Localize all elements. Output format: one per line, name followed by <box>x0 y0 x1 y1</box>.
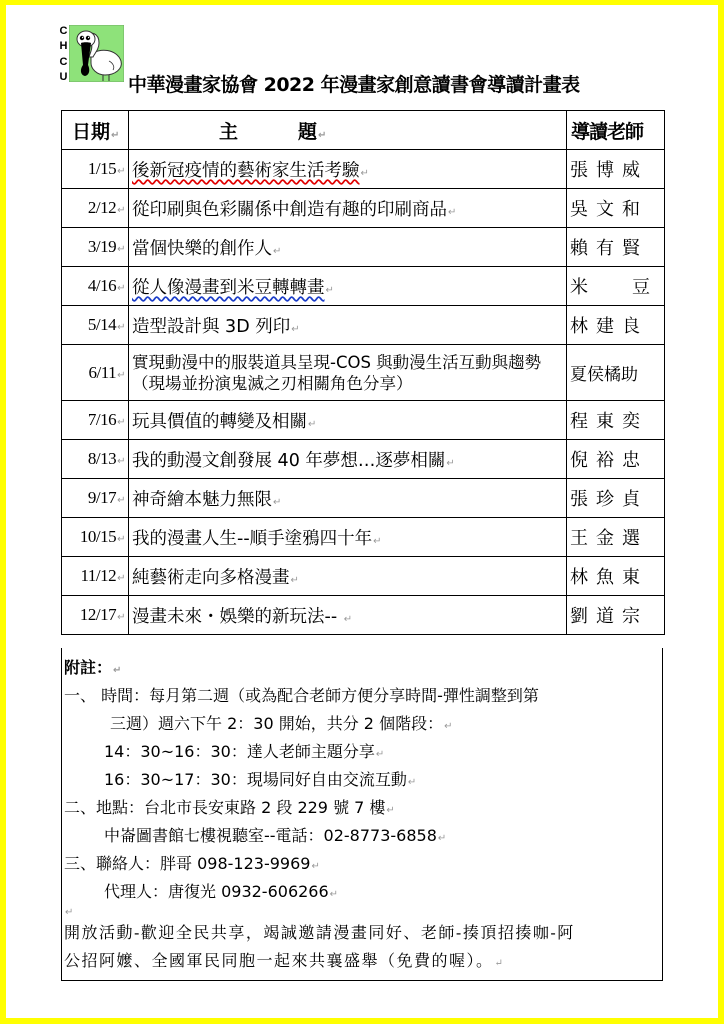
paragraph-mark: ↵ <box>308 418 317 430</box>
paragraph-mark: ↵ <box>407 777 417 788</box>
paragraph-mark: ↵ <box>65 907 74 918</box>
table-row <box>62 345 665 401</box>
table-header-row <box>62 111 665 150</box>
row-host <box>567 440 665 479</box>
row-date <box>62 479 129 518</box>
row-date <box>62 228 129 267</box>
note-text: 代理人：唐復光 0932-606266 <box>104 882 329 901</box>
table-row <box>62 518 665 557</box>
paragraph-mark: ↵ <box>373 535 382 547</box>
note-text: 二、地點：台北市長安東路 2 段 229 號 7 樓 <box>64 798 386 817</box>
header-host-text: 導讀老師 <box>571 120 644 143</box>
row-topic <box>129 596 567 635</box>
paragraph-mark: ↵ <box>273 245 282 257</box>
topic-text: 我的動漫文創發展 40 年夢想…逐夢相關 <box>132 450 446 471</box>
paragraph-mark: ↵ <box>117 166 125 177</box>
paragraph-mark: ↵ <box>448 206 457 218</box>
row-host <box>567 557 665 596</box>
paragraph-mark: ↵ <box>117 322 125 333</box>
paragraph-mark: ↵ <box>117 205 125 216</box>
row-date <box>62 150 129 189</box>
notes-section <box>61 648 663 981</box>
date-text: 2/12 <box>87 198 117 217</box>
date-text: 3/19 <box>87 237 117 256</box>
note-session-1 <box>104 739 384 762</box>
host-text: 程東奕 <box>570 411 648 432</box>
row-topic <box>129 189 567 228</box>
paragraph-mark: ↵ <box>117 456 125 467</box>
paragraph-mark: ↵ <box>117 495 125 506</box>
topic-text: 從印刷與色彩關係中創造有趣的印刷商品 <box>132 199 447 220</box>
note-location-line-2 <box>104 823 446 846</box>
note-text: 中崙圖書館七樓視聽室--電話：02-8773-6858 <box>104 826 437 845</box>
paragraph-mark: ↵ <box>329 889 339 900</box>
row-topic <box>129 440 567 479</box>
note-text: 一、 時間：每月第二週（或為配合老師方便分享時間-彈性調整到第 <box>64 686 539 705</box>
topic-text: 造型設計與 3D 列印 <box>132 316 291 337</box>
empty-paragraph <box>64 900 73 919</box>
row-host <box>567 306 665 345</box>
paragraph-mark: ↵ <box>117 369 125 381</box>
date-text: 4/16 <box>87 276 117 295</box>
row-topic <box>129 557 567 596</box>
date-text: 6/11 <box>88 362 117 382</box>
logo-letters <box>59 24 68 84</box>
paragraph-mark: ↵ <box>117 573 125 584</box>
row-topic <box>129 345 567 401</box>
logo-letter: H <box>59 40 68 53</box>
paragraph-mark: ↵ <box>446 457 455 469</box>
note-time-line-2 <box>110 711 452 734</box>
host-text: 張珍貞 <box>570 489 648 510</box>
spoonbill-bird-icon <box>69 25 124 82</box>
paragraph-mark: ↵ <box>117 612 125 623</box>
paragraph-mark: ↵ <box>117 534 125 545</box>
table-row <box>62 440 665 479</box>
paragraph-mark: ↵ <box>375 749 385 760</box>
paragraph-mark: ↵ <box>343 613 353 625</box>
row-topic <box>129 150 567 189</box>
table-row <box>62 267 665 306</box>
paragraph-mark: ↵ <box>111 129 120 141</box>
host-text: 賴有賢 <box>570 238 648 259</box>
logo-letter: U <box>59 70 68 83</box>
paragraph-mark: ↵ <box>117 283 125 294</box>
row-host <box>567 518 665 557</box>
reading-schedule-table <box>61 110 665 635</box>
paragraph-mark: ↵ <box>113 665 122 676</box>
paragraph-mark: ↵ <box>291 323 300 335</box>
note-text: 16：30~17：30：現場同好自由交流互動 <box>104 770 407 789</box>
document-title-text: 中華漫畫家協會 2022 年漫畫家創意讀書會導讀計畫表 <box>128 74 580 96</box>
topic-text: 玩具價值的轉變及相關 <box>132 411 307 432</box>
row-date <box>62 596 129 635</box>
column-header-date <box>62 111 129 150</box>
paragraph-mark: ↵ <box>117 244 125 255</box>
host-text: 劉道宗 <box>570 606 648 627</box>
note-time-line-1 <box>64 683 539 706</box>
table-row <box>62 401 665 440</box>
topic-text: 當個快樂的創作人 <box>132 238 272 259</box>
row-date <box>62 267 129 306</box>
table-row <box>62 306 665 345</box>
row-host <box>567 345 665 401</box>
table-row <box>62 228 665 267</box>
header-topic-text-b: 題 <box>298 120 318 143</box>
host-text: 林建良 <box>570 316 648 337</box>
date-text: 1/15 <box>87 159 117 178</box>
host-text: 米 豆 <box>570 277 663 298</box>
host-text: 張博威 <box>570 160 648 181</box>
row-host <box>567 401 665 440</box>
topic-text: 純藝術走向多格漫畫 <box>132 567 290 588</box>
table-row <box>62 150 665 189</box>
column-header-topic <box>129 111 567 150</box>
row-date <box>62 401 129 440</box>
note-text: 14：30~16：30：達人老師主題分享 <box>104 742 375 761</box>
paragraph-mark: ↵ <box>325 284 334 296</box>
row-topic <box>129 306 567 345</box>
host-text: 林魚東 <box>570 567 648 588</box>
row-host <box>567 189 665 228</box>
note-text: 三週）週六下午 2：30 開始，共分 2 個階段： <box>110 714 444 733</box>
date-text: 8/13 <box>87 449 117 468</box>
topic-text: 實現動漫中的服裝道具呈現-COS 與動漫生活互動與趨勢（現場並扮演鬼滅之刃相關角色分享） <box>132 352 542 393</box>
chcu-logo <box>59 24 125 84</box>
logo-letter: C <box>59 25 68 37</box>
date-text: 10/15 <box>79 527 117 546</box>
row-host <box>567 228 665 267</box>
row-host <box>567 267 665 306</box>
closing-line-1 <box>64 920 575 943</box>
header-date-text: 日期 <box>72 120 111 143</box>
note-text: 三、聯絡人：胖哥 098-123-9969 <box>64 854 311 873</box>
row-date <box>62 189 129 228</box>
topic-text: 我的漫畫人生--順手塗鴉四十年 <box>132 528 373 549</box>
table-row <box>62 479 665 518</box>
table-row <box>62 557 665 596</box>
notes-heading <box>64 655 121 678</box>
row-date <box>62 345 129 401</box>
host-text: 倪裕忠 <box>570 450 648 471</box>
paragraph-mark: ↵ <box>494 958 505 969</box>
row-host <box>567 479 665 518</box>
row-date <box>62 557 129 596</box>
row-date <box>62 306 129 345</box>
row-topic <box>129 401 567 440</box>
row-host <box>567 596 665 635</box>
row-topic <box>129 518 567 557</box>
date-text: 11/12 <box>80 566 117 585</box>
paragraph-mark: ↵ <box>117 417 125 428</box>
paragraph-mark: ↵ <box>290 574 299 586</box>
topic-text: 後新冠疫情的藝術家生活考驗 <box>132 160 360 181</box>
topic-text: 漫畫未來・娛樂的新玩法-- <box>132 606 343 627</box>
logo-letter: C <box>59 55 68 68</box>
paragraph-mark: ↵ <box>437 833 447 844</box>
table-row <box>62 596 665 635</box>
row-date <box>62 440 129 479</box>
row-topic <box>129 267 567 306</box>
paragraph-mark: ↵ <box>311 861 320 872</box>
closing-text: 開放活動-歡迎全民共享，竭誠邀請漫畫同好、老師-揍頂招揍咖-阿 <box>64 923 575 942</box>
topic-text: 從人像漫畫到米豆轉轉畫 <box>132 277 325 298</box>
row-topic <box>129 228 567 267</box>
closing-line-2 <box>64 948 504 971</box>
paragraph-mark: ↵ <box>360 167 369 179</box>
column-header-host <box>567 111 665 150</box>
paragraph-mark: ↵ <box>273 496 282 508</box>
note-contact-line-2 <box>104 879 338 902</box>
header-topic-text-a: 主 <box>219 120 239 143</box>
host-text: 王金選 <box>570 528 648 549</box>
closing-text: 公招阿嬤、全國軍民同胞一起來共襄盛舉（免費的喔）。 <box>64 951 494 970</box>
date-text: 7/16 <box>87 410 117 429</box>
row-topic <box>129 479 567 518</box>
host-text: 吳文和 <box>570 199 648 220</box>
note-session-2 <box>104 767 416 790</box>
note-location-line-1 <box>64 795 395 818</box>
table-row <box>62 189 665 228</box>
row-host <box>567 150 665 189</box>
paragraph-mark: ↵ <box>444 721 453 732</box>
date-text: 12/17 <box>79 605 117 624</box>
note-contact-line-1 <box>64 851 320 874</box>
row-date <box>62 518 129 557</box>
notes-heading-text: 附註： <box>64 658 113 677</box>
document-title <box>128 70 580 97</box>
paragraph-mark: ↵ <box>386 805 395 816</box>
date-text: 5/14 <box>87 315 117 334</box>
paragraph-mark: ↵ <box>318 129 327 141</box>
topic-text: 神奇繪本魅力無限 <box>132 489 272 510</box>
host-text: 夏侯橘助 <box>570 365 638 385</box>
date-text: 9/17 <box>87 488 117 507</box>
